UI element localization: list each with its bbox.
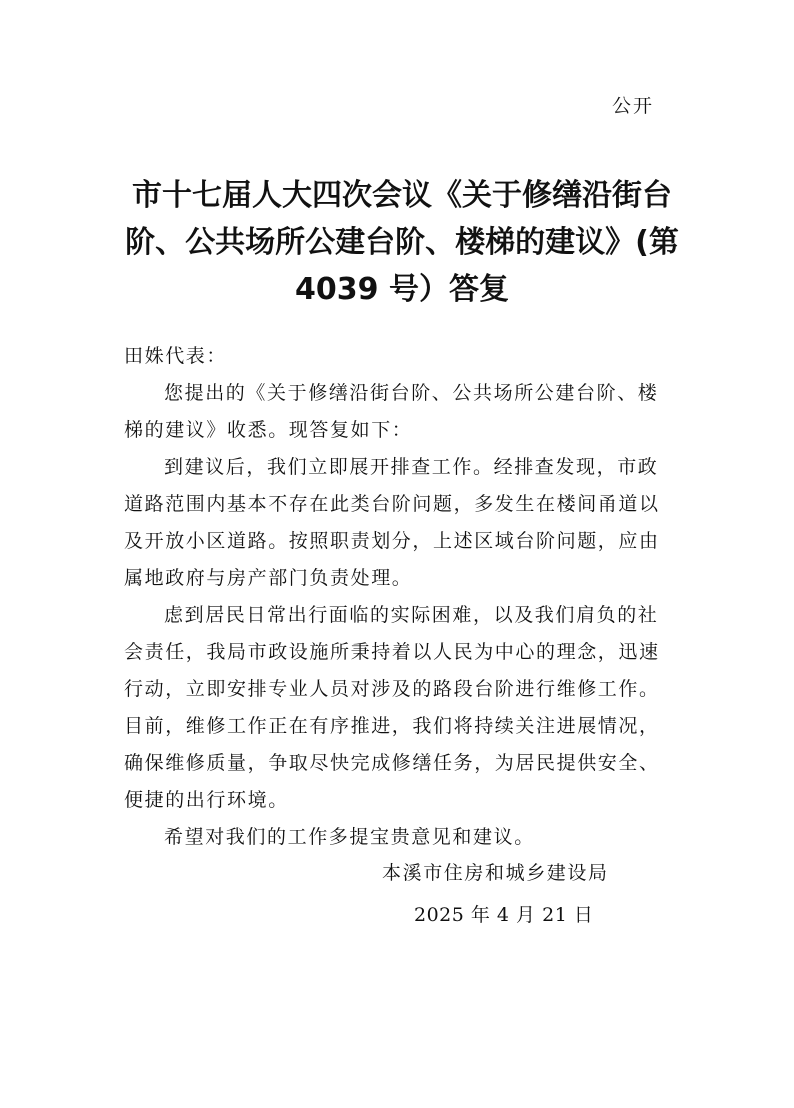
paragraph: 希望对我们的工作多提宝贵意见和建议。	[164, 826, 535, 848]
paragraph: 到建议后，我们立即展开排查工作。经排查发现，市政道路范围内基本不存在此类台阶问题，多发生在楼间甬道以及开放小区道路。按照职责划分，上述区域台阶问题，应由属地政府与房产部门负责处理。	[124, 456, 660, 589]
disclosure-label: 公开	[612, 95, 655, 117]
signer-organization: 本溪市住房和城乡建设局	[382, 862, 609, 884]
document-title: 市十七届人大四次会议《关于修缮沿街台阶、公共场所公建台阶、楼梯的建议》(第 4039 号）答复	[125, 178, 679, 307]
document-body	[124, 338, 672, 856]
salutation: 田姝代表：	[124, 345, 228, 367]
document-date: 2025 年 4 月 21 日	[414, 904, 594, 926]
paragraph: 您提出的《关于修缮沿街台阶、公共场所公建台阶、楼梯的建议》收悉。现答复如下：	[124, 382, 659, 441]
paragraph: 虑到居民日常出行面临的实际困难，以及我们肩负的社会责任，我局市政设施所秉持着以人民为中心的理念，迅速行动，立即安排专业人员对涉及的路段台阶进行维修工作。目前，维修工作正在有序推进，我们将持续关注进展情况，确保维修质量，争取尽快完成修缮任务，为居民提供安全、便捷的出行环境。	[124, 604, 660, 811]
